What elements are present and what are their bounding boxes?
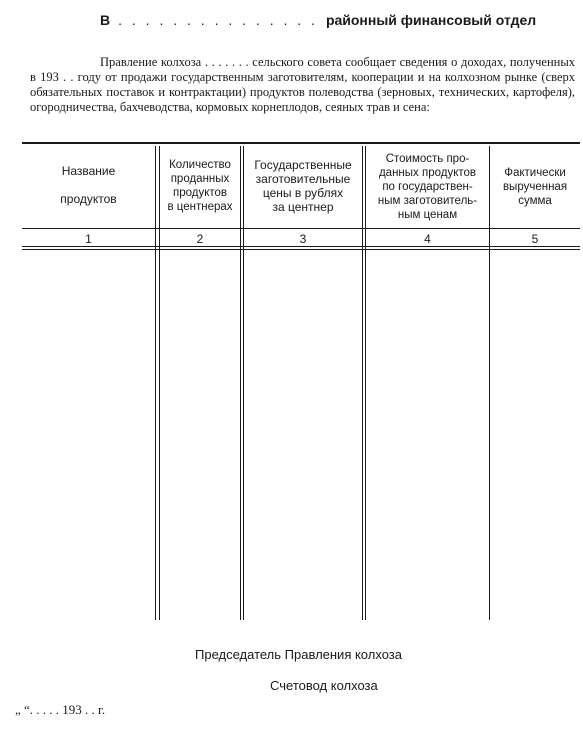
col-number-4: 4 — [424, 232, 431, 246]
col-number-2: 2 — [196, 232, 204, 246]
header-cost: Стоимость про- данных продуктов по государствен- ным заготовитель- ным ценам — [377, 153, 478, 221]
col-number-3: 3 — [299, 232, 307, 246]
header-actual-sum: Фактически выручeнная сумма — [502, 167, 568, 207]
header-product-name: Название продуктов — [60, 164, 117, 206]
table-number-rule-1 — [22, 246, 580, 247]
col-divider-4 — [489, 146, 490, 620]
chairman-signature-label: Председатель Правления колхоза — [195, 647, 402, 662]
accountant-signature-label: Счетовод колхоза — [270, 678, 378, 693]
date-line: „ “. . . . . 193 . . г. — [15, 702, 106, 717]
intro-paragraph: Правление колхоза . . . . . . . сельского совета сообщает сведения о доходах, полученных в 193 . . году от продажи государственным заготовителям, кооперации и на колхозном рынке (сверх обязательных поставок и контрактации) продуктов полеводства (зерновых, технических, картофеля), огородничества, бахчеводства, кормовых корнеплодов, сеяных трав и сена: — [30, 55, 575, 114]
heading-prefix: В — [100, 12, 111, 28]
header-quantity: Количество проданных продуктов в центнерах — [167, 159, 233, 213]
col-number-1: 1 — [85, 232, 92, 246]
table-number-rule-2 — [22, 249, 580, 250]
col-divider-2a — [240, 146, 241, 620]
col-divider-1b — [159, 146, 160, 620]
document-heading — [100, 12, 536, 28]
col-number-5: 5 — [531, 232, 539, 246]
table-top-rule — [22, 142, 580, 144]
heading-title: районный финансовый отдел — [325, 12, 537, 28]
products-table — [22, 142, 580, 622]
col-divider-3a — [362, 146, 363, 620]
col-divider-1a — [155, 146, 156, 620]
col-divider-2b — [243, 146, 244, 620]
table-header-rule — [22, 228, 580, 229]
heading-dots: . . . . . . . . . . . . . . . — [118, 12, 318, 28]
header-state-price: Государственные заготовительные цены в рублях за центнер — [254, 158, 352, 214]
